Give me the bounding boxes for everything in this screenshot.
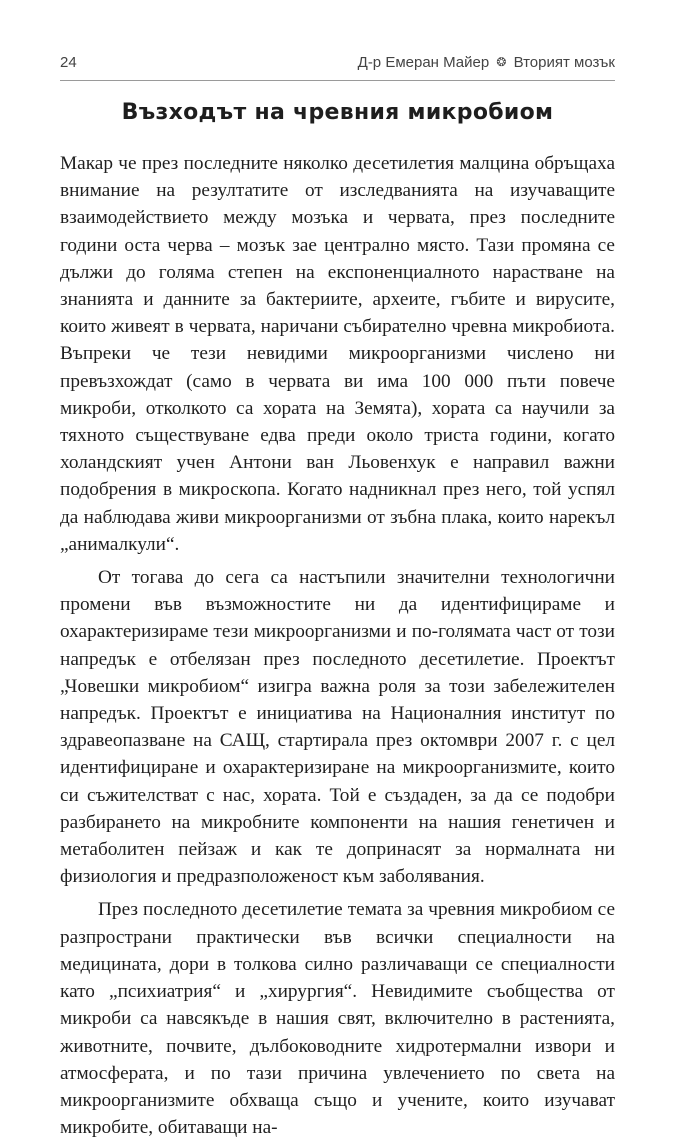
body-text (60, 150, 615, 1141)
book-title: Вторият мозък (513, 54, 615, 71)
author-name: Д-р Емеран Майер (357, 54, 490, 71)
page-number: 24 (60, 54, 77, 71)
section-title: Възходът на чревния микробиом (121, 100, 554, 125)
paragraph: През последното десетилетие темата за чревния микробиом се разпространи практически във всички специалности на медицината, дори в толкова силно различаващи се специалности като „психиатрия“ и „хирургия“. Невидимите съобщества от микроби са навсякъде в нашия свят, включително в растенията, животните, почвите, дълбоководните хидротермални извори и атмосферата, и по тази причина увлечението по света на микроорганизмите обхваща също и учените, които изучават микробите, обитаващи на- (60, 899, 615, 1139)
paragraph: От тогава до сега са настъпили значителни технологични промени във възможностите ни да идентифицираме и охарактеризираме тези микроорганизми и по-голямата част от този напредък е отбелязан през последното десетилетие. Проектът „Човешки микробиом“ изигра важна роля за този забележителен напредък. Проектът е инициатива на Националния институт по здравеопазване на САЩ, стартирала през октомври 2007 г. с цел идентифициране и охарактеризиране на микроорганизмите, които си съжителстват с нас, хората. Той е създаден, за да се подобри разбирането на микробните компоненти на нашия генетичен и метаболитен пейзаж и как те допринасят за нормалната ни физиология и предразположеност към заболявания. (60, 567, 615, 888)
page-header (60, 50, 615, 76)
running-head (358, 54, 615, 71)
header-divider (60, 80, 615, 81)
paragraph: Макар че през последните няколко десетилетия малцина обръщаха внимание на резултатите от изследванията на изучаващите взаимодействието между мозъка и червата, през последните години оста черва – мозък зае централно място. Тази промяна се дължи до голяма степен на експоненциалното нарастване на знанията и данните за бактериите, археите, гъбите и вирусите, които живеят в червата, наричани събирателно чревна микробиота. Въпреки че тези невидими микроорганизми числено ни превъзхождат (само в червата ви има 100 000 пъти повече микроби, отколкото са хората на Земята), хората са научили за тяхното съществуване едва преди около триста години, когато холандският учен Антони ван Льовенхук е направил важни подобрения в микроскопа. Когато надникнал през него, той успял да наблюдава живи микроорганизми от зъбна плака, които нарекъл „анималкули“. (60, 153, 615, 555)
ornament-icon: ❂ (496, 55, 507, 69)
